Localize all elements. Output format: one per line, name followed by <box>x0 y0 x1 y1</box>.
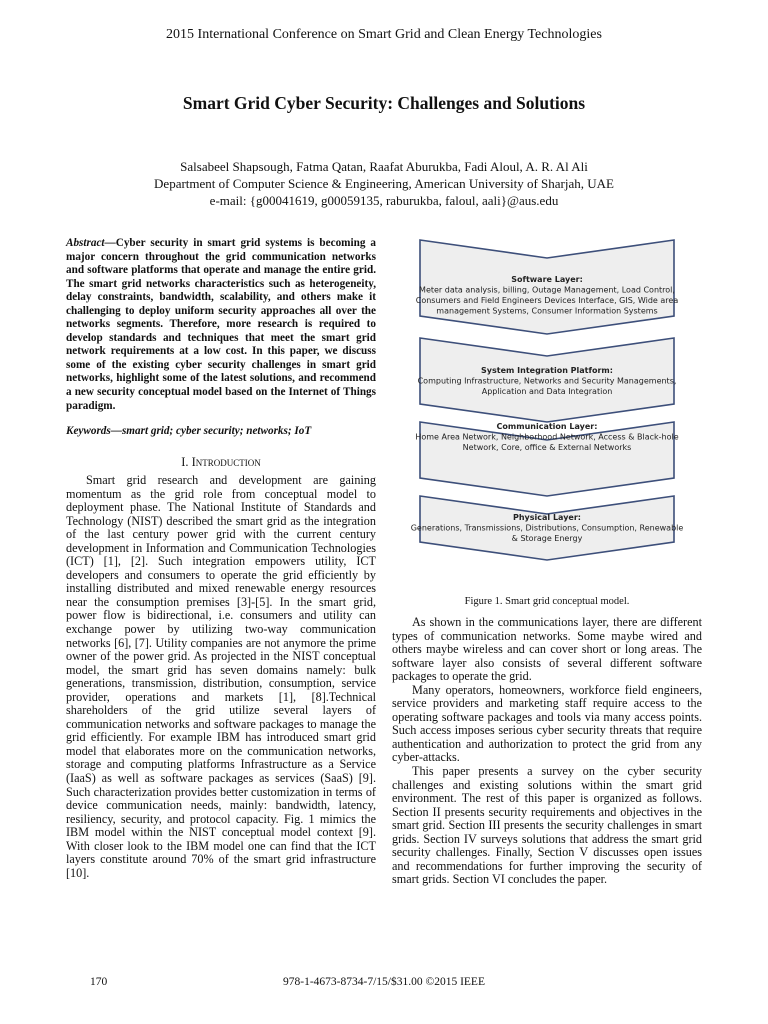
section-number: I. <box>181 455 189 469</box>
figure-layer-line: Consumers and Field Engineers Devices Interface, GIS, Wide area <box>415 296 679 305</box>
right-paragraph-1: As shown in the communications layer, there are different types of communication networks. Some maybe wired and others maybe wireless and can cover short or long areas. The software layer also consists of several different software packages to operate the grid. <box>392 615 702 684</box>
figure-layer-line: Home Area Network, Neighborhood Network, Access & Black-hole <box>415 432 679 442</box>
right-column-text <box>392 616 702 887</box>
email: e-mail: {g00041619, g00059135, raburukba, faloul, aali}@aus.edu <box>209 193 559 208</box>
paper-title: Smart Grid Cyber Security: Challenges and Solutions <box>182 93 586 113</box>
figure-layer-line: management Systems, Consumer Information Systems <box>436 306 658 316</box>
affiliation: Department of Computer Science & Engineering, American University of Sharjah, UAE <box>154 176 614 191</box>
figure-1 <box>392 236 702 586</box>
footer-isbn: 978-1-4673-8734-7/15/$31.00 ©2015 IEEE <box>283 976 485 988</box>
figure-layer-line: & Storage Energy <box>511 534 583 543</box>
figure-layer-line: Generations, Transmissions, Distributions, Consumption, Renewable <box>410 523 684 533</box>
figure-layer-title: Software Layer: <box>511 275 583 284</box>
authors: Salsabeel Shapsough, Fatma Qatan, Raafat Aburukba, Fadi Aloul, A. R. Al Ali <box>180 159 588 174</box>
abstract <box>66 237 376 413</box>
abstract-lead: Abstract <box>66 237 105 249</box>
figure-layer-title: System Integration Platform: <box>481 366 613 375</box>
abstract-text: —Cyber security in smart grid systems is becoming a major concern throughout the grid communication networks and software platforms that operate and manage the entire grid. The smart grid networks characteristics such as heterogeneity, delay constraints, bandwidth, scalability, and others make it challenging to deploy uniform security approaches all over the networks segments. Therefore, more research is required to develop standards and techniques that meet the smart grid network requirements at a low cost. In this paper, we discuss some of the existing cyber security challenges in smart grid networks, highlight some of the latest solutions, and recommend a new security conceptual model based on the Internet of Things paradigm. <box>66 237 376 412</box>
introduction-text <box>66 474 376 880</box>
page-number: 170 <box>90 976 108 988</box>
figure-layer-line: Computing Infrastructure, Networks and Security Managements, <box>417 376 677 386</box>
figure-caption: Figure 1. Smart grid conceptual model. <box>464 596 630 607</box>
right-paragraph-3: This paper presents a survey on the cyber security challenges and existing solutions within the smart grid environment. The rest of this paper is organized as follows. Section II presents security requirements and objectives in the smart grid. Section III presents the security challenges in smart grids. Section IV surveys solutions that address the smart grid security challenges. Finally, Section V discusses open issues and recommendations for further improving the security of smart grids. Section VI concludes the paper. <box>392 764 702 887</box>
figure-layer-line: Network, Core, office & External Networks <box>462 443 632 452</box>
section-heading <box>66 455 376 470</box>
figure-layer-title: Physical Layer: <box>513 513 581 522</box>
right-paragraph-2: Many operators, homeowners, workforce field engineers, service providers and marketing staff require access to the operating software packages and tools via many access points. Such access imposes serious cyber security threats that require authentication and authorization to protect the grid from any cyber-attacks. <box>392 682 702 765</box>
conference-header: 2015 International Conference on Smart Grid and Clean Energy Technologies <box>166 27 602 42</box>
intro-paragraph: Smart grid research and development are gaining momentum as the grid role from conceptual model to deployment phase. The National Institute of Standards and Technology (NIST) described the smart grid as the integration of the last century power grid with the current century development in Information and Communication Technologies (ICT) [1], [2]. Such integration empowers utility, ICT developers and consumers to operate the grid efficiently by installing distributed and mixed renewable energy resources near the consumption premises [3]-[5]. In the smart grid, power flow is bidirectional, i.e. consumers and utility can exchange power by utilizing two-way communication networks [6], [7]. Utility companies are not anymore the prime owner of the power grid. As projected in the NIST conceptual model, the smart grid has seven domains namely: bulk generations, transmission, distribution, consumption, service provider, operations and markets [1], [8].Technical shareholders of the grid utilize several layers of communication networks and software packages to manage the grid efficiently. For example IBM has introduced smart grid model that elaborates more on the communication networks, storage and computing platforms Infrastructure as a Service (IaaS) as well as software packages as services (SaaS) [9]. Such characterization provides better customization in terms of device communication needs, mainly: bandwidth, latency, resiliency, security, and protocol capacity. Fig. 1 mimics the IBM model within the NIST conceptual model context [9]. With closer look to the IBM model one can find that the ICT layers constitute around 70% of the smart grid infrastructure [10]. <box>66 473 376 880</box>
figure-layer-line: Meter data analysis, billing, Outage Management, Load Control, <box>419 285 675 295</box>
keywords: Keywords—smart grid; cyber security; networks; IoT <box>66 425 312 437</box>
author-block <box>0 158 768 209</box>
figure-layer-line: Application and Data Integration <box>481 387 613 396</box>
figure-layer-title: Communication Layer: <box>496 422 598 431</box>
section-title: Introduction <box>191 455 261 469</box>
